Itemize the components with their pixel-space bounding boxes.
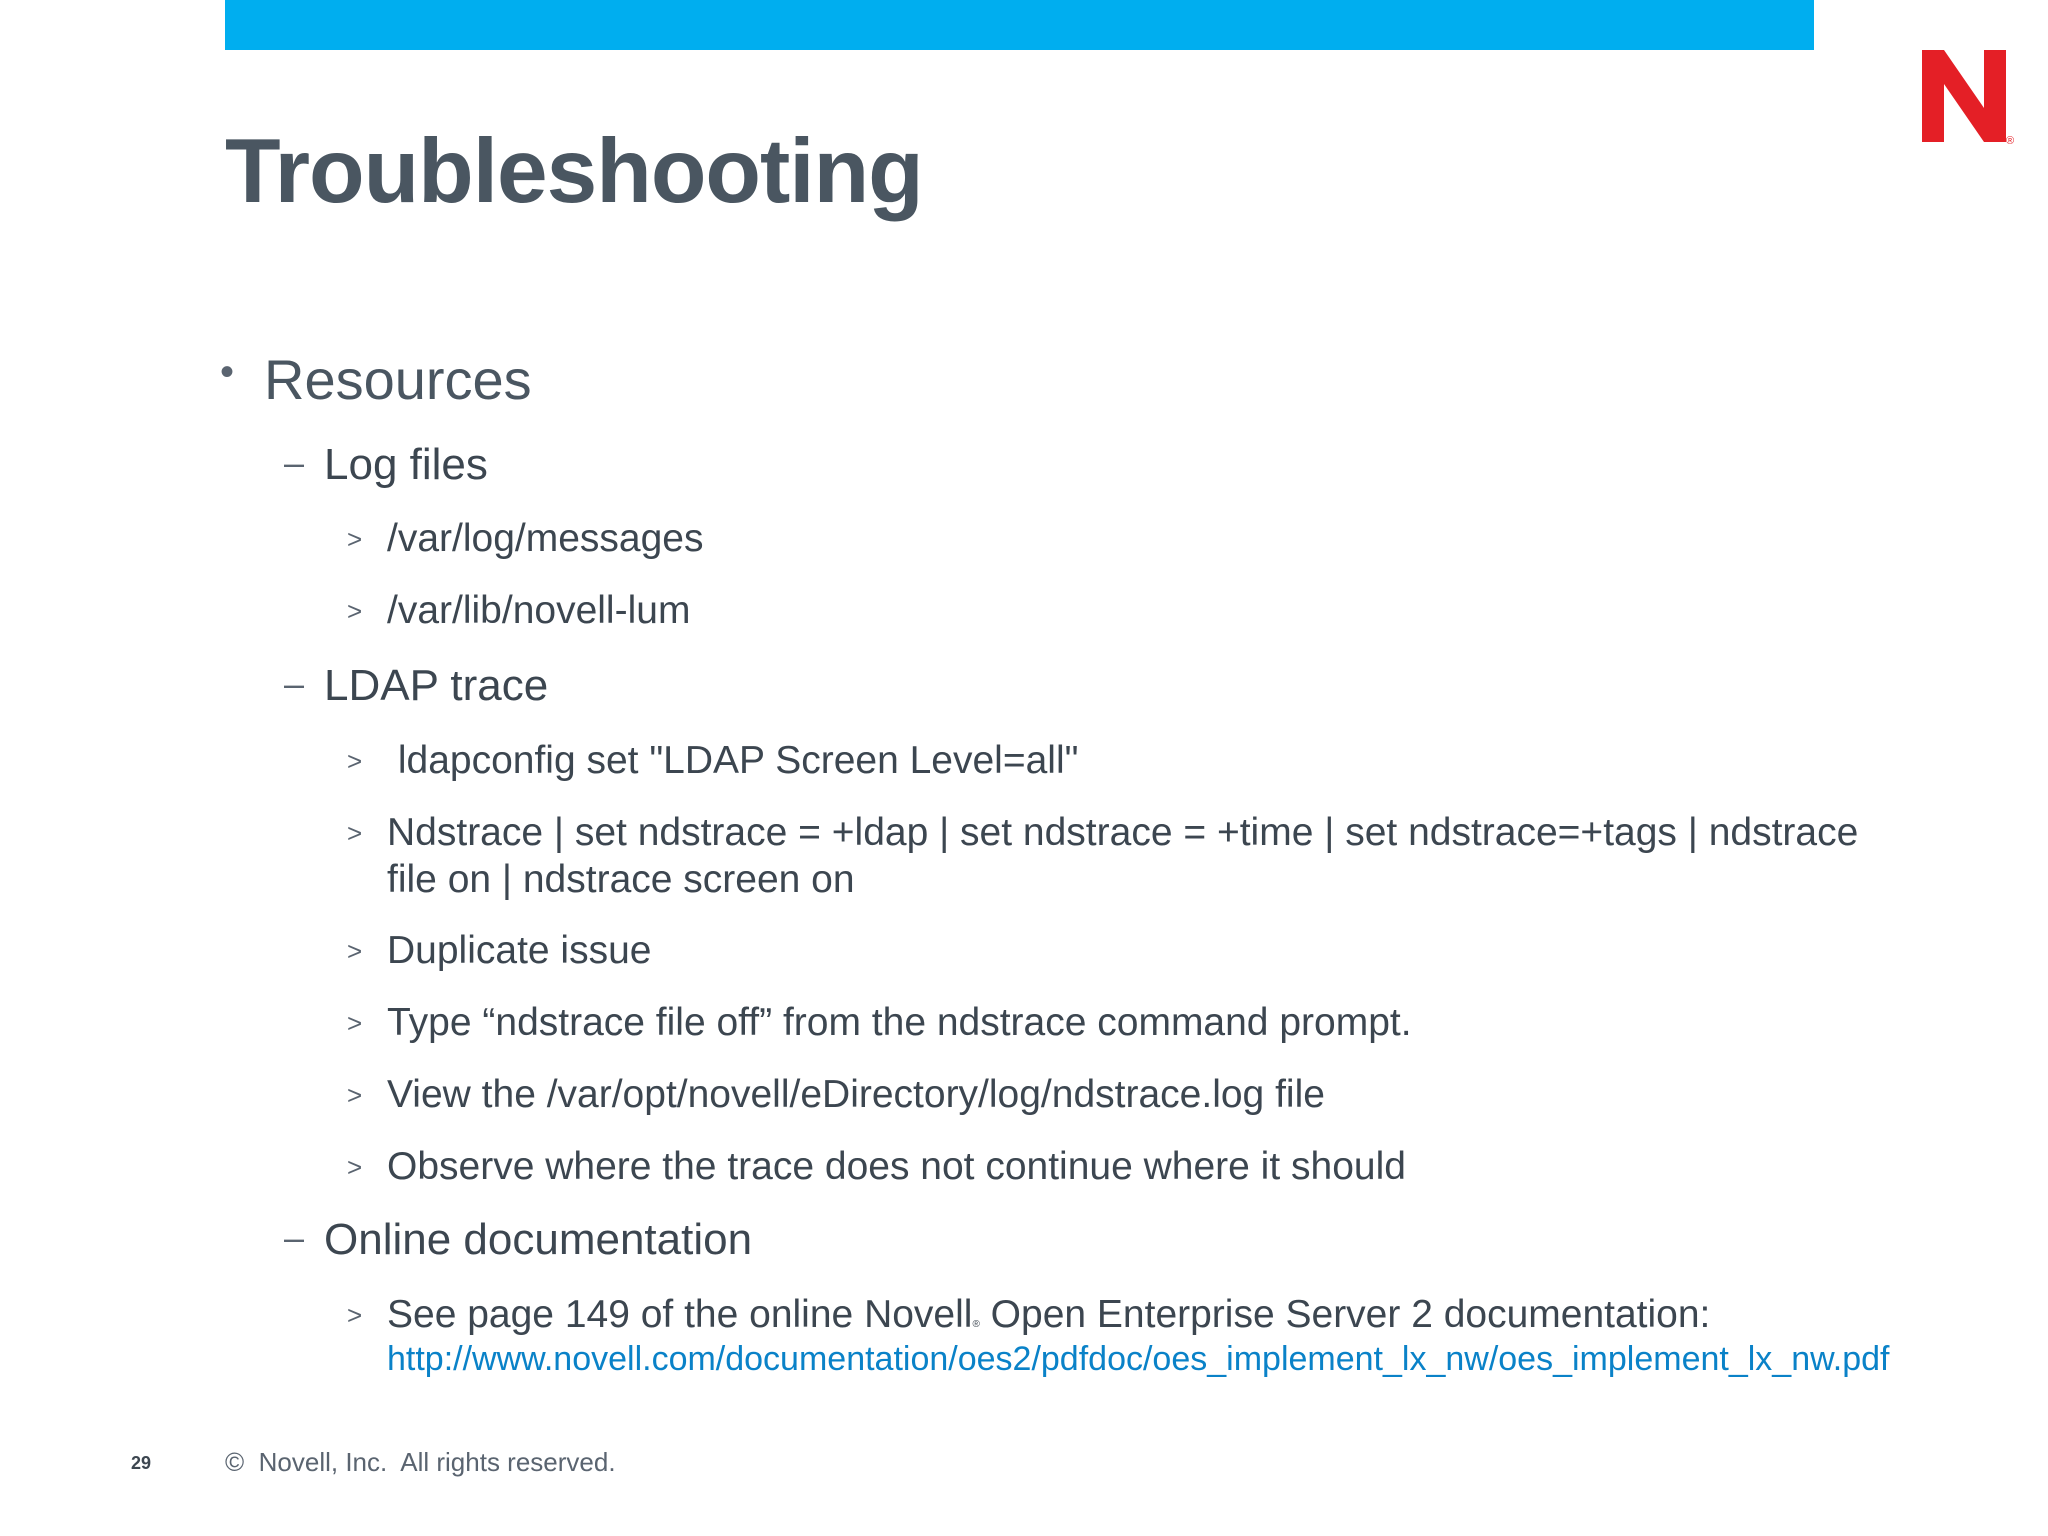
chevron-marker: >	[347, 596, 363, 626]
bullet-resources: Resources	[264, 348, 532, 411]
top-accent-bar	[225, 0, 1814, 50]
bullet-marker: •	[220, 350, 235, 394]
slide-title: Troubleshooting	[225, 121, 923, 222]
ldap-item-ndstrace-line2: file on | ndstrace screen on	[387, 858, 855, 901]
log-item-novell-lum: /var/lib/novell-lum	[387, 589, 691, 632]
ldap-item-view-log: View the /var/opt/novell/eDirectory/log/ndstrace.log file	[387, 1073, 1325, 1116]
log-item-messages: /var/log/messages	[387, 517, 704, 560]
logo-registered-mark: ®	[2006, 135, 2014, 146]
footer-copyright	[225, 1447, 616, 1478]
doc-item-see-page	[387, 1293, 1710, 1337]
logo-n-shape	[1922, 50, 2006, 142]
ldap-item-duplicate: Duplicate issue	[387, 929, 652, 972]
copyright-icon: ©	[225, 1447, 245, 1477]
sub-bullet-ldap-trace: LDAP trace	[324, 661, 549, 710]
chevron-marker: >	[347, 1152, 363, 1182]
doc-text-before: See page 149 of the online Novell	[387, 1293, 973, 1336]
ldap-item-ldapconfig: ldapconfig set "LDAP Screen Level=all"	[387, 739, 1079, 782]
dash-marker: –	[284, 442, 305, 483]
chevron-marker: >	[347, 746, 363, 776]
sub-bullet-log-files: Log files	[324, 440, 488, 489]
ldap-item-type-off: Type “ndstrace file off” from the ndstrace command prompt.	[387, 1001, 1412, 1044]
doc-text-after: Open Enterprise Server 2 documentation:	[979, 1293, 1711, 1336]
chevron-marker: >	[347, 1080, 363, 1110]
dash-marker: –	[284, 1217, 305, 1258]
page-number: 29	[131, 1453, 152, 1473]
ldap-item-ndstrace-line1: Ndstrace | set ndstrace = +ldap | set ndstrace = +time | set ndstrace=+tags | ndstrace	[387, 811, 1859, 854]
registered-mark: ®	[972, 1319, 980, 1330]
chevron-marker: >	[347, 1008, 363, 1038]
sub-bullet-online-docs: Online documentation	[324, 1215, 753, 1264]
chevron-marker: >	[347, 936, 363, 966]
novell-logo	[1918, 46, 2014, 146]
chevron-marker: >	[347, 818, 363, 848]
doc-link[interactable]: http://www.novell.com/documentation/oes2/pdfdoc/oes_implement_lx_nw/oes_implement_lx_nw.pdf	[387, 1340, 1890, 1378]
chevron-marker: >	[347, 524, 363, 554]
chevron-marker: >	[347, 1300, 363, 1330]
ldap-item-observe: Observe where the trace does not continue where it should	[387, 1145, 1406, 1188]
dash-marker: –	[284, 663, 305, 704]
copyright-text: Novell, Inc. All rights reserved.	[258, 1447, 616, 1477]
